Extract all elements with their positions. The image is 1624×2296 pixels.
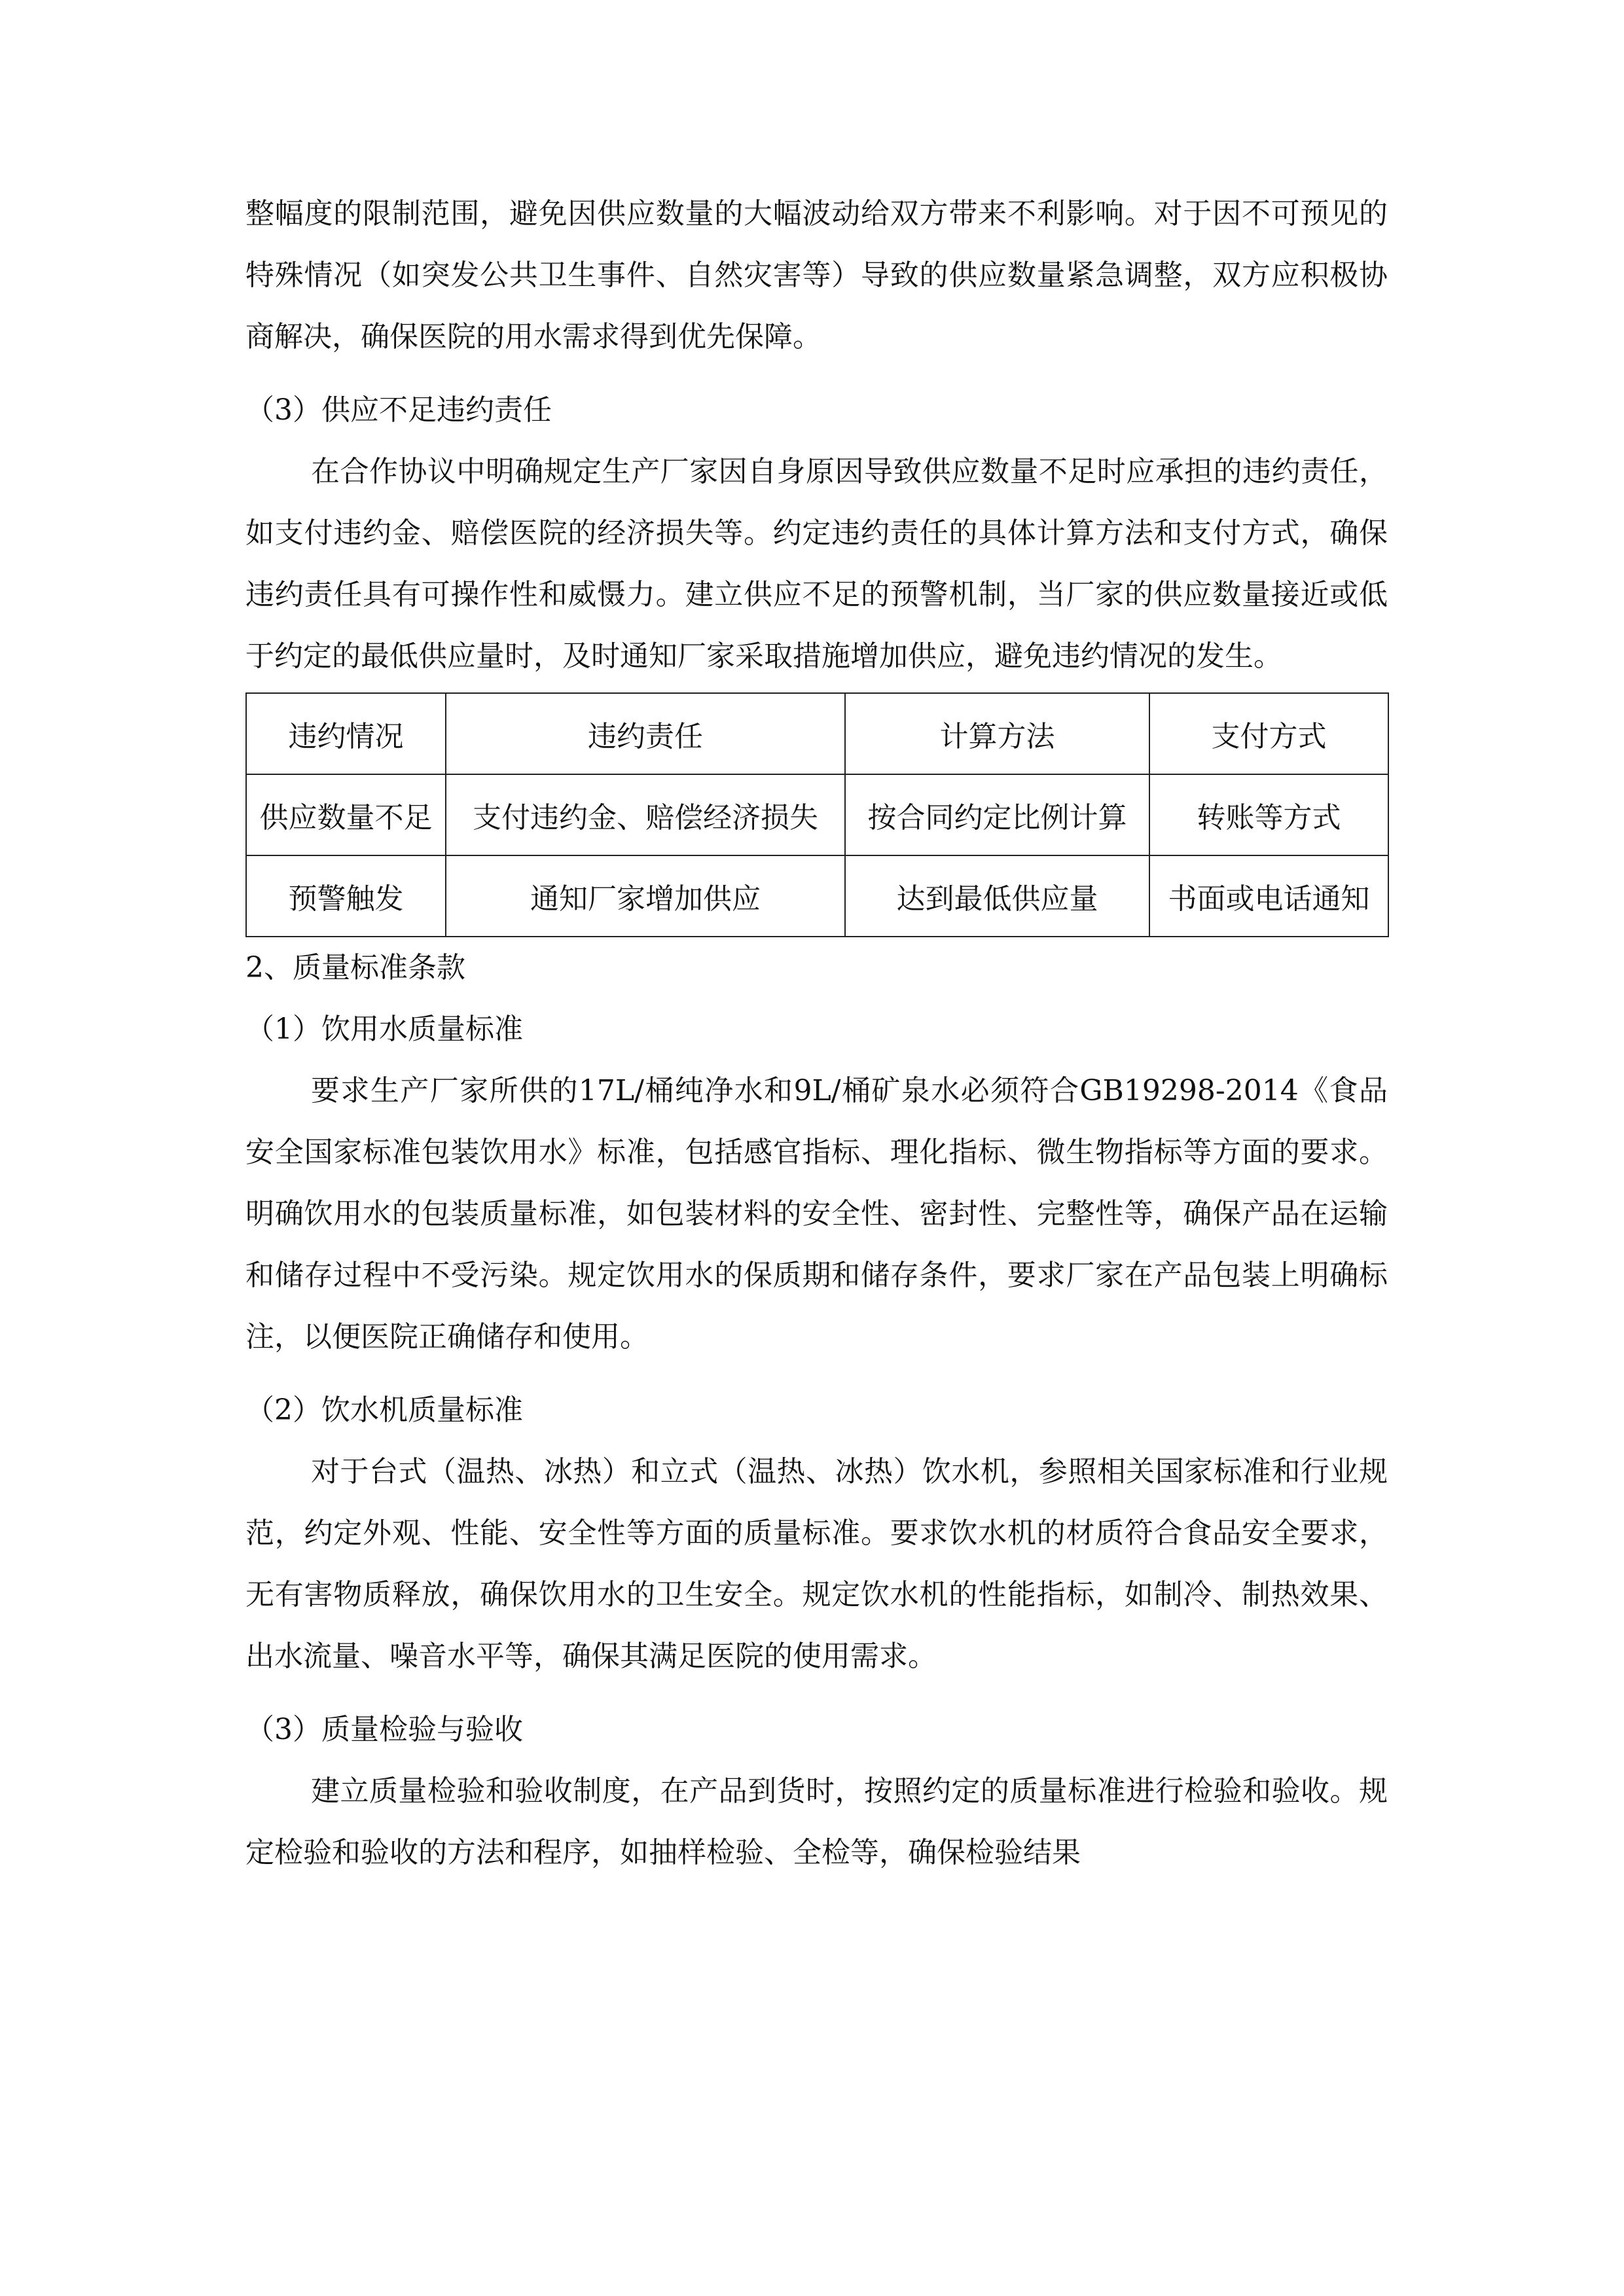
table-header-row (246, 693, 1388, 774)
paragraph-inspection: 建立质量检验和验收制度，在产品到货时，按照约定的质量标准进行检验和验收。规定检验和验收的方法和程序，如抽样检验、全检等，确保检验结果 (245, 1774, 1388, 1869)
table-cell: 转账等方式 (1149, 774, 1388, 855)
subsection-heading-inspection: （3）质量检验与验收 (245, 1713, 523, 1746)
paragraph-drinking-water: 要求生产厂家所供的17L/桶纯净水和9L/桶矿泉水必须符合GB19298-2014《食品安全国家标准包装饮用水》标准，包括感官指标、理化指标、微生物指标等方面的要求。明确饮用水的包装质量标准，如包装材料的安全性、密封性、完整性等，确保产品在运输和储存过程中不受污染。规定饮用水的保质期和储存条件，要求厂家在产品包装上明确标注，以便医院正确储存和使用。 (245, 1074, 1388, 1354)
subsection-heading-drinking-water: （1）饮用水质量标准 (245, 1013, 523, 1046)
document-page (245, 183, 1388, 1884)
table-header-cell: 违约责任 (446, 693, 845, 774)
table-cell: 通知厂家增加供应 (446, 855, 845, 937)
table-cell: 供应数量不足 (246, 774, 446, 855)
table-header-cell: 违约情况 (246, 693, 446, 774)
subsection-heading-dispenser: （2）饮水机质量标准 (245, 1393, 523, 1427)
table-cell: 书面或电话通知 (1149, 855, 1388, 937)
section-heading-quality-standards: 2、质量标准条款 (245, 951, 465, 984)
table-cell: 支付违约金、赔偿经济损失 (446, 774, 845, 855)
table-cell: 按合同约定比例计算 (845, 774, 1149, 855)
paragraph-dispenser: 对于台式（温热、冰热）和立式（温热、冰热）饮水机，参照相关国家标准和行业规范，约定外观、性能、安全性等方面的质量标准。要求饮水机的材质符合食品安全要求，无有害物质释放，确保饮用水的卫生安全。规定饮水机的性能指标，如制冷、制热效果、出水流量、噪音水平等，确保其满足医院的使用需求。 (245, 1455, 1388, 1673)
paragraph-continuation: 整幅度的限制范围，避免因供应数量的大幅波动给双方带来不利影响。对于因不可预见的特殊情况（如突发公共卫生事件、自然灾害等）导致的供应数量紧急调整，双方应积极协商解决，确保医院的用水需求得到优先保障。 (245, 197, 1388, 353)
table-cell: 预警触发 (246, 855, 446, 937)
table-cell: 达到最低供应量 (845, 855, 1149, 937)
table-row (246, 774, 1388, 855)
breach-table (245, 692, 1389, 937)
table-header-cell: 计算方法 (845, 693, 1149, 774)
table-row (246, 855, 1388, 937)
section-heading-supply-shortage: （3）供应不足违约责任 (245, 393, 552, 427)
table-header-cell: 支付方式 (1149, 693, 1388, 774)
paragraph-supply-shortage: 在合作协议中明确规定生产厂家因自身原因导致供应数量不足时应承担的违约责任，如支付违约金、赔偿医院的经济损失等。约定违约责任的具体计算方法和支付方式，确保违约责任具有可操作性和威慑力。建立供应不足的预警机制，当厂家的供应数量接近或低于约定的最低供应量时，及时通知厂家采取措施增加供应，避免违约情况的发生。 (245, 455, 1388, 673)
